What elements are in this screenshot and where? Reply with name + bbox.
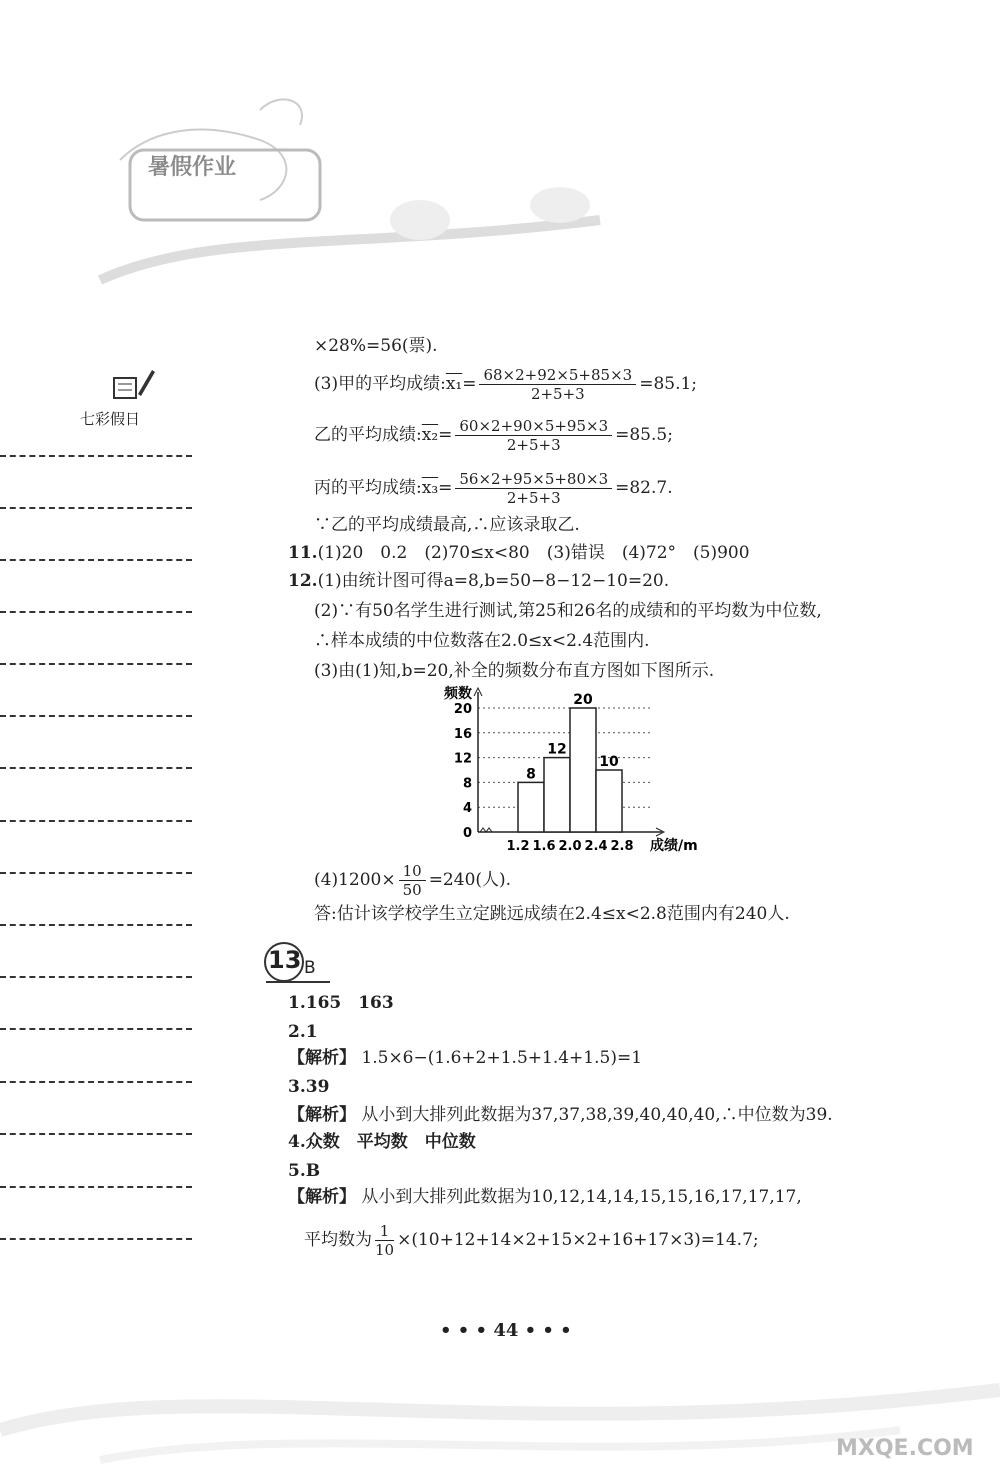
answer-3: 3.39: [288, 1077, 330, 1097]
formula-prefix: 乙的平均成绩:: [314, 425, 422, 445]
histogram-bar: [596, 770, 622, 832]
pen-notebook-icon: [112, 366, 156, 406]
analysis-text: 从小到大排列此数据为37,37,38,39,40,40,40,∴中位数为39.: [361, 1105, 833, 1125]
fraction-denominator: 50: [402, 881, 422, 899]
histogram-chart: [400, 684, 710, 854]
formula-prefix: (3)甲的平均成绩:: [314, 374, 446, 394]
mean-symbol: x₃: [421, 478, 439, 498]
fraction-numerator: 56×2+95×5+80×3: [455, 470, 612, 489]
y-tick-label: 20: [453, 702, 472, 717]
fraction-numerator: 60×2+90×5+95×3: [455, 417, 612, 436]
answer-5: 5.B: [288, 1161, 321, 1181]
formula-prefix: 平均数为: [304, 1230, 372, 1250]
bar-value-label: 20: [573, 692, 593, 708]
analysis-2: [288, 1047, 642, 1069]
sidebar-dashed-line: [0, 1238, 192, 1240]
fraction: [479, 366, 636, 403]
sidebar-dashed-line: [0, 611, 192, 613]
y-axis-label: 频数: [444, 686, 472, 702]
fraction: [455, 470, 612, 507]
formula-rest: ×(10+12+14×2+15×2+16+17×3)=14.7;: [397, 1230, 759, 1250]
formula-line: [314, 862, 511, 899]
analysis-text: 从小到大排列此数据为10,12,14,14,15,15,16,17,17,17,: [361, 1187, 802, 1207]
sidebar-dashed-line: [0, 1133, 192, 1135]
fraction: [375, 1222, 394, 1259]
formula-prefix: 丙的平均成绩:: [314, 478, 422, 498]
mean-formula: [304, 1222, 759, 1259]
answer-4: 4.众数 平均数 中位数: [288, 1132, 476, 1152]
sidebar-dashed-line: [0, 715, 192, 717]
sidebar-dashed-line: [0, 1186, 192, 1188]
text-line: ×28%=56(票).: [314, 336, 438, 356]
watermark: MXQE.COM: [836, 1436, 974, 1461]
answer-2: 2.1: [288, 1022, 318, 1042]
y-tick-label: 12: [453, 751, 472, 767]
y-tick-label: 8: [462, 776, 472, 792]
y-tick-label: 4: [462, 801, 472, 817]
histogram-bar: [518, 782, 544, 832]
x-axis-label: 成绩/m: [650, 838, 698, 854]
question-text: (1)由统计图可得a=8,b=50−8−12−10=20.: [317, 571, 670, 591]
fraction-numerator: 1: [375, 1222, 394, 1241]
y-tick-label: 16: [453, 726, 472, 742]
x-tick-label: 2.8: [610, 839, 634, 854]
histogram-bar: [544, 758, 570, 832]
text-line: (2)∵有50名学生进行测试,第25和26名的成绩和的平均数为中位数,: [314, 601, 822, 621]
question-number: 11.: [288, 543, 318, 563]
analysis-text: 1.5×6−(1.6+2+1.5+1.4+1.5)=1: [361, 1048, 643, 1068]
sidebar-dashed-line: [0, 455, 192, 457]
formula-prefix: (4)1200×: [314, 870, 396, 890]
analysis-5: [288, 1186, 802, 1208]
fraction-numerator: 10: [399, 862, 426, 881]
sidebar-dashed-line: [0, 1028, 192, 1030]
answer-line: 答:估计该学校学生立定跳远成绩在2.4≤x<2.8范围内有240人.: [314, 904, 790, 924]
badge-letter: B: [304, 958, 316, 978]
fraction-denominator: 2+5+3: [530, 385, 585, 403]
formula-result: =85.5;: [615, 425, 673, 445]
header-decoration: [60, 80, 620, 300]
x-tick-label: 1.6: [532, 839, 556, 854]
formula-yi: 乙的平均成绩:x₂= $\frac{60\times 2+90\times 5+95\times 3}{2+5+3}$ =85.5;: [314, 417, 673, 454]
x-tick-label: 2.4: [584, 839, 608, 854]
text-line: ∴样本成绩的中位数落在2.0≤x<2.4范围内.: [314, 631, 650, 651]
analysis-3: [288, 1104, 833, 1126]
histogram-bar: [570, 708, 596, 832]
sidebar-dashed-line: [0, 820, 192, 822]
formula-jia: (3)甲的平均成绩:x₁= $\frac{68\times 2+92\times 5+85\times 3}{2+5+3}$ =85.1;: [314, 366, 698, 403]
fraction-denominator: 2+5+3: [506, 489, 561, 507]
sidebar-dashed-line: [0, 1081, 192, 1083]
bar-value-label: 12: [547, 741, 567, 758]
fraction-numerator: 68×2+92×5+85×3: [479, 366, 636, 385]
question-number: 12.: [288, 571, 318, 591]
answer-1: 1.165 163: [288, 993, 394, 1013]
x-tick-label: 2.0: [558, 839, 582, 854]
sidebar-dashed-line: [0, 924, 192, 926]
formula-bing: 丙的平均成绩:x₃= $\frac{56\times 2+95\times 5+80\times 3}{2+5+3}$ =82.7.: [314, 470, 673, 507]
y-tick-label: 0: [462, 826, 472, 841]
question-text: (1)20 0.2 (2)70≤x<80 (3)错误 (4)72° (5)900: [317, 543, 750, 563]
fraction: [455, 417, 612, 454]
fraction-denominator: 2+5+3: [506, 436, 561, 454]
bar-value-label: 10: [599, 754, 619, 770]
analysis-label: 【解析】: [288, 1187, 356, 1207]
analysis-label: 【解析】: [288, 1048, 356, 1068]
floral-ornament-icon: [60, 80, 620, 300]
mean-symbol: x₂: [421, 425, 439, 445]
formula-result: =85.1;: [639, 374, 698, 394]
fraction-denominator: 10: [375, 1241, 395, 1259]
sidebar-dashed-line: [0, 507, 192, 509]
sidebar-dashed-line: [0, 663, 192, 665]
formula-result: =240(人).: [428, 870, 512, 890]
badge-number: 13: [268, 946, 302, 974]
sidebar-dashed-line: [0, 976, 192, 978]
sidebar-dashed-line: [0, 559, 192, 561]
text-line: (3)由(1)知,b=20,补全的频数分布直方图如下图所示.: [314, 661, 715, 681]
sidebar-dashed-line: [0, 767, 192, 769]
bar-value-label: 8: [526, 766, 536, 783]
section-badge: [262, 940, 342, 984]
question-12: [288, 570, 669, 592]
fraction: [399, 862, 426, 899]
sidebar-dashed-line: [0, 872, 192, 874]
mean-symbol: x₁: [445, 374, 463, 394]
page-number: • • • 44 • • •: [440, 1320, 572, 1341]
x-tick-label: 1.2: [506, 839, 530, 854]
sidebar-label: 七彩假日: [80, 410, 141, 428]
conclusion-line: ∵乙的平均成绩最高,∴应该录取乙.: [314, 515, 580, 535]
formula-result: =82.7.: [615, 478, 673, 498]
question-11: [288, 542, 750, 564]
logo-title: 暑假作业: [148, 155, 237, 180]
analysis-label: 【解析】: [288, 1105, 356, 1125]
